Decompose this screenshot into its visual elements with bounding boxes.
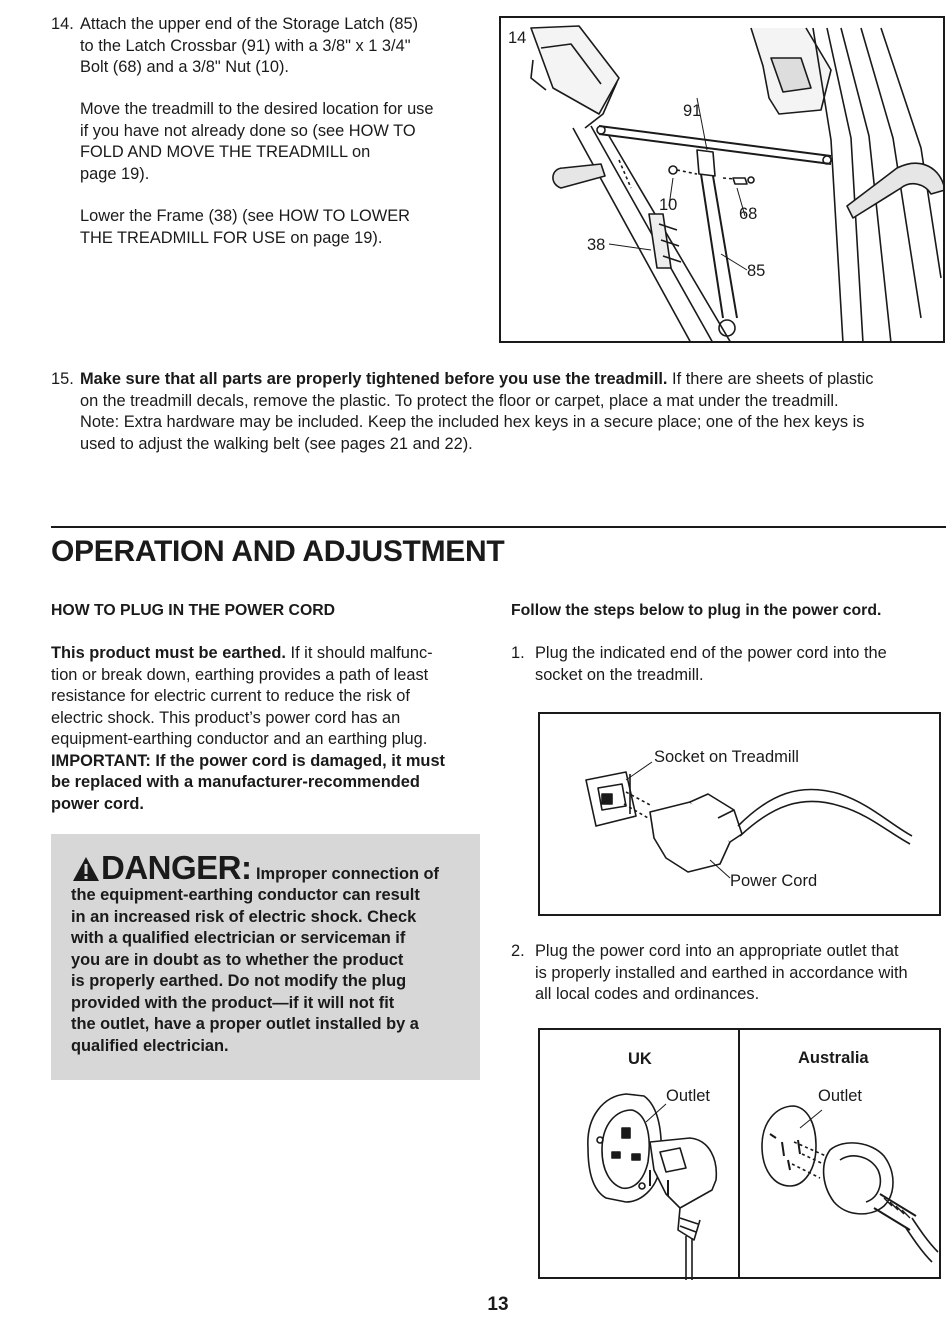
plug-step-2-line: all local codes and ordinances.: [535, 985, 760, 1003]
uk-outlet-label: Outlet: [666, 1087, 711, 1105]
socket-figure: [538, 712, 941, 916]
figure-step-label: 14: [508, 29, 527, 47]
earthing-line: resistance for electric current to reduce the risk of: [51, 687, 410, 705]
step-15-line-1-rest: If there are sheets of plastic: [667, 370, 874, 388]
callout-68: 68: [739, 205, 758, 223]
danger-line: the outlet, have a proper outlet installed by a: [71, 1015, 419, 1033]
uk-label: UK: [628, 1050, 652, 1068]
earthing-line: electric shock. This product’s power cord has an: [51, 708, 401, 727]
danger-line: you are in doubt as to whether the product: [71, 950, 404, 969]
step-14-para-2: [80, 99, 490, 185]
callout-10: 10: [659, 196, 678, 214]
section-divider: [51, 526, 946, 528]
left-heading: HOW TO PLUG IN THE POWER CORD: [51, 602, 336, 619]
plug-step-2-number: 2.: [511, 942, 525, 960]
callout-38: 38: [587, 236, 606, 254]
step-15-line: Note: Extra hardware may be included. Keep the included hex keys in a secure place; one of the hex keys is: [80, 413, 865, 431]
step-14-number: 14.: [51, 15, 74, 33]
step-15-text: [80, 369, 948, 455]
plug-step-1-line: socket on the treadmill.: [535, 665, 704, 684]
plug-step-2-line: is properly installed and earthed in accordance with: [535, 963, 908, 982]
step-14-para-1-line: Bolt (68) and a 3/8" Nut (10).: [80, 58, 289, 76]
plug-step-2-line: Plug the power cord into an appropriate outlet that: [535, 942, 899, 960]
section-title: OPERATION AND ADJUSTMENT: [51, 535, 505, 568]
australia-label: Australia: [798, 1049, 869, 1067]
page-number: 13: [487, 1294, 509, 1315]
earthing-paragraph: [51, 643, 491, 815]
step-14-para-2-line: FOLD AND MOVE THE TREADMILL on: [80, 143, 371, 161]
danger-line: with a qualified electrician or serviceman if: [71, 929, 406, 947]
treadmill-latch-illustration: [501, 18, 945, 343]
plug-step-1-text: [535, 643, 945, 686]
outlet-figure: [538, 1028, 941, 1279]
danger-first-line-rest: Improper connection of: [255, 865, 439, 883]
step-14-para-2-line: if you have not already done so (see HOW TO: [80, 121, 416, 140]
important-line: power cord.: [51, 794, 144, 813]
step-15-line: used to adjust the walking belt (see pages 21 and 22).: [80, 434, 473, 453]
australia-outlet-label: Outlet: [818, 1087, 863, 1105]
right-heading: Follow the steps below to plug in the power cord.: [511, 602, 882, 619]
earthing-rest: If it should malfunc-: [285, 644, 433, 662]
step-14-figure: [499, 16, 945, 343]
warning-triangle-icon: [71, 855, 101, 883]
danger-line: is properly earthed. Do not modify the plug: [71, 972, 407, 990]
plug-step-1-number: 1.: [511, 644, 525, 662]
plug-step-2-text: [535, 941, 945, 1006]
step-14-para-3-line: THE TREADMILL FOR USE on page 19).: [80, 228, 383, 247]
earthing-line: equipment-earthing conductor and an earthing plug.: [51, 730, 428, 748]
danger-text: [71, 885, 471, 1057]
step-15-line: [80, 369, 948, 391]
danger-line: the equipment-earthing conductor can result: [71, 886, 420, 904]
outlet-illustration: [540, 1030, 943, 1281]
step-14-para-3: [80, 206, 490, 249]
callout-85: 85: [747, 262, 766, 280]
step-14-para-1-line: Attach the upper end of the Storage Latch (85): [80, 15, 419, 33]
step-14-para-1-line: to the Latch Crossbar (91) with a 3/8" x 1 3/4": [80, 36, 411, 55]
step-15-bold: Make sure that all parts are properly tightened before you use the treadmill.: [80, 370, 668, 388]
step-14-para-2-line: Move the treadmill to the desired location for use: [80, 100, 434, 118]
important-line: be replaced with a manufacturer-recommended: [51, 773, 420, 791]
earthing-bold: This product must be earthed.: [51, 644, 286, 662]
earthing-line: [51, 643, 491, 665]
danger-line: in an increased risk of electric shock. Check: [71, 907, 417, 926]
step-14-para-2-line: page 19).: [80, 164, 150, 183]
socket-label: Socket on Treadmill: [654, 748, 799, 766]
danger-word: DANGER:: [101, 849, 252, 886]
callout-91: 91: [683, 102, 702, 120]
step-14-para-3-line: Lower the Frame (38) (see HOW TO LOWER: [80, 207, 411, 225]
danger-box: [51, 834, 480, 1080]
plug-step-1-line: Plug the indicated end of the power cord into the: [535, 644, 887, 662]
earthing-line: tion or break down, earthing provides a path of least: [51, 665, 429, 684]
danger-line: qualified electrician.: [71, 1036, 229, 1055]
step-14-para-1: [80, 14, 480, 79]
step-15-line: on the treadmill decals, remove the plastic. To protect the floor or carpet, place a mat under the treadmill.: [80, 391, 839, 410]
step-15-number: 15.: [51, 370, 74, 388]
important-line: IMPORTANT: If the power cord is damaged, it must: [51, 751, 446, 770]
power-cord-label: Power Cord: [730, 872, 818, 890]
danger-line: provided with the product—if it will not fit: [71, 993, 395, 1012]
